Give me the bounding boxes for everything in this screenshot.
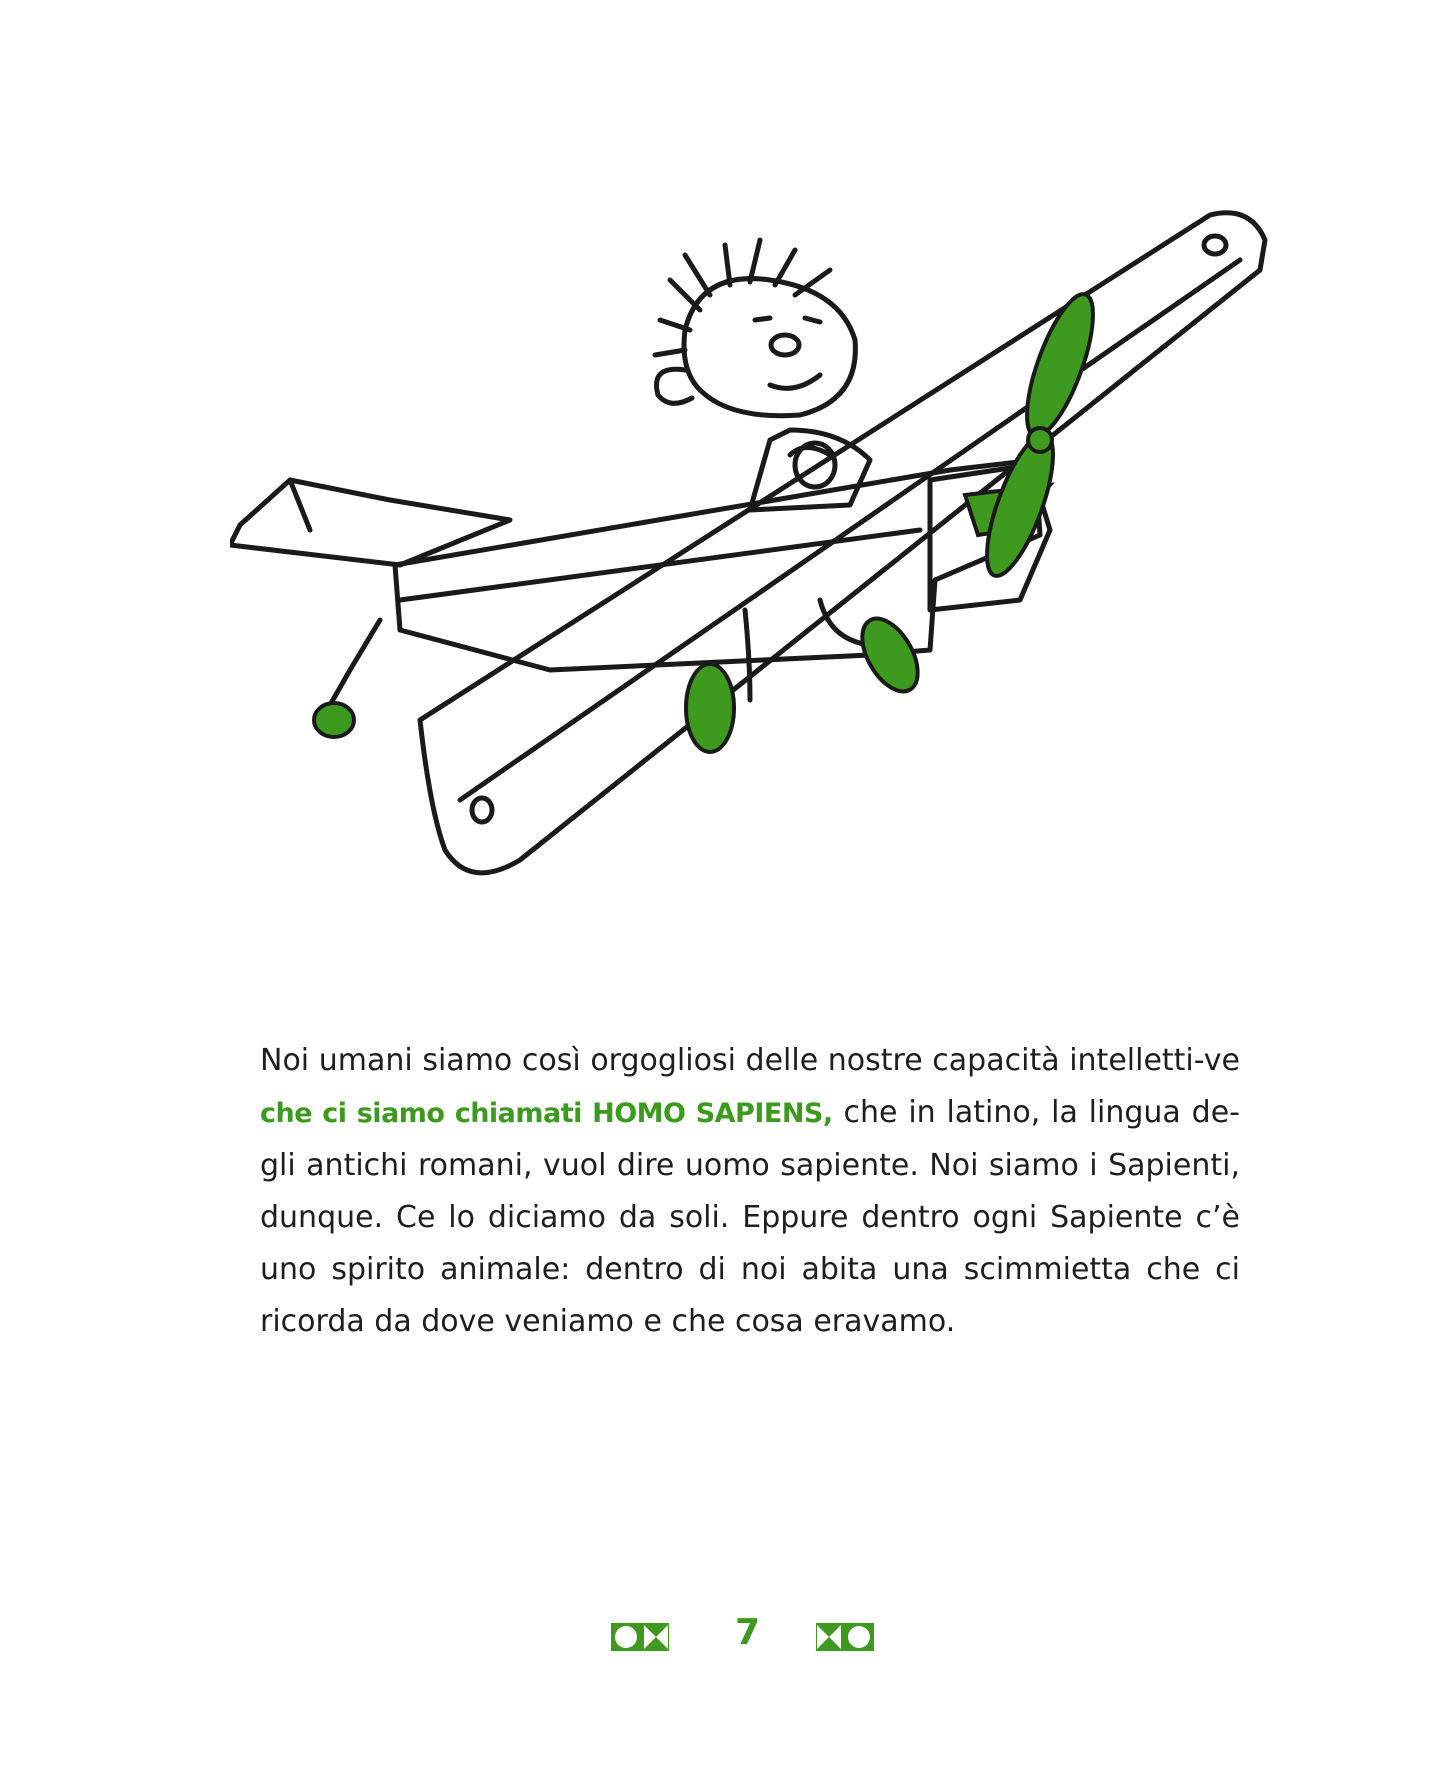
rear-wheel	[314, 703, 354, 737]
propeller-center	[1028, 428, 1052, 452]
paragraph-text-before: Noi umani siamo così orgogliosi delle nostre capacità intelletti-ve	[260, 1043, 1240, 1078]
page-number: 7	[735, 1612, 761, 1653]
wing-hole-top	[1204, 236, 1226, 254]
airplane-illustration	[230, 200, 1310, 880]
circle-cross-ornament	[610, 1622, 670, 1652]
boy-nose	[771, 335, 799, 355]
boy-mouth	[770, 375, 820, 388]
wing-plank-edge	[460, 260, 1240, 800]
cross-circle-ornament	[815, 1622, 875, 1652]
fuselage	[395, 460, 1040, 670]
paragraph-text-after: che in latino, la lingua de-gli antichi romani, vuol dire uomo sapiente. Noi siamo i Sapienti, dunque. Ce lo diciamo da soli. Eppure dentro ogni Sapiente c’è uno spirito animale: dentro di noi abita una scimmietta che ci ricorda da dove veniamo e che cosa eravamo.	[260, 1095, 1240, 1339]
boy-eye	[755, 318, 820, 322]
paragraph-highlight: che ci siamo chiamati HOMO SAPIENS,	[260, 1098, 833, 1129]
wing-hole-bottom	[472, 798, 492, 822]
page-footer	[0, 1600, 1445, 1660]
rear-strut	[330, 620, 380, 705]
body-paragraph	[260, 1035, 1240, 1348]
boy-ear	[657, 369, 692, 403]
boy-hair	[655, 240, 830, 355]
front-wheel-left	[686, 664, 734, 752]
front-strut-left	[745, 610, 750, 700]
tail-line	[290, 480, 310, 530]
fuselage-line	[400, 530, 920, 600]
